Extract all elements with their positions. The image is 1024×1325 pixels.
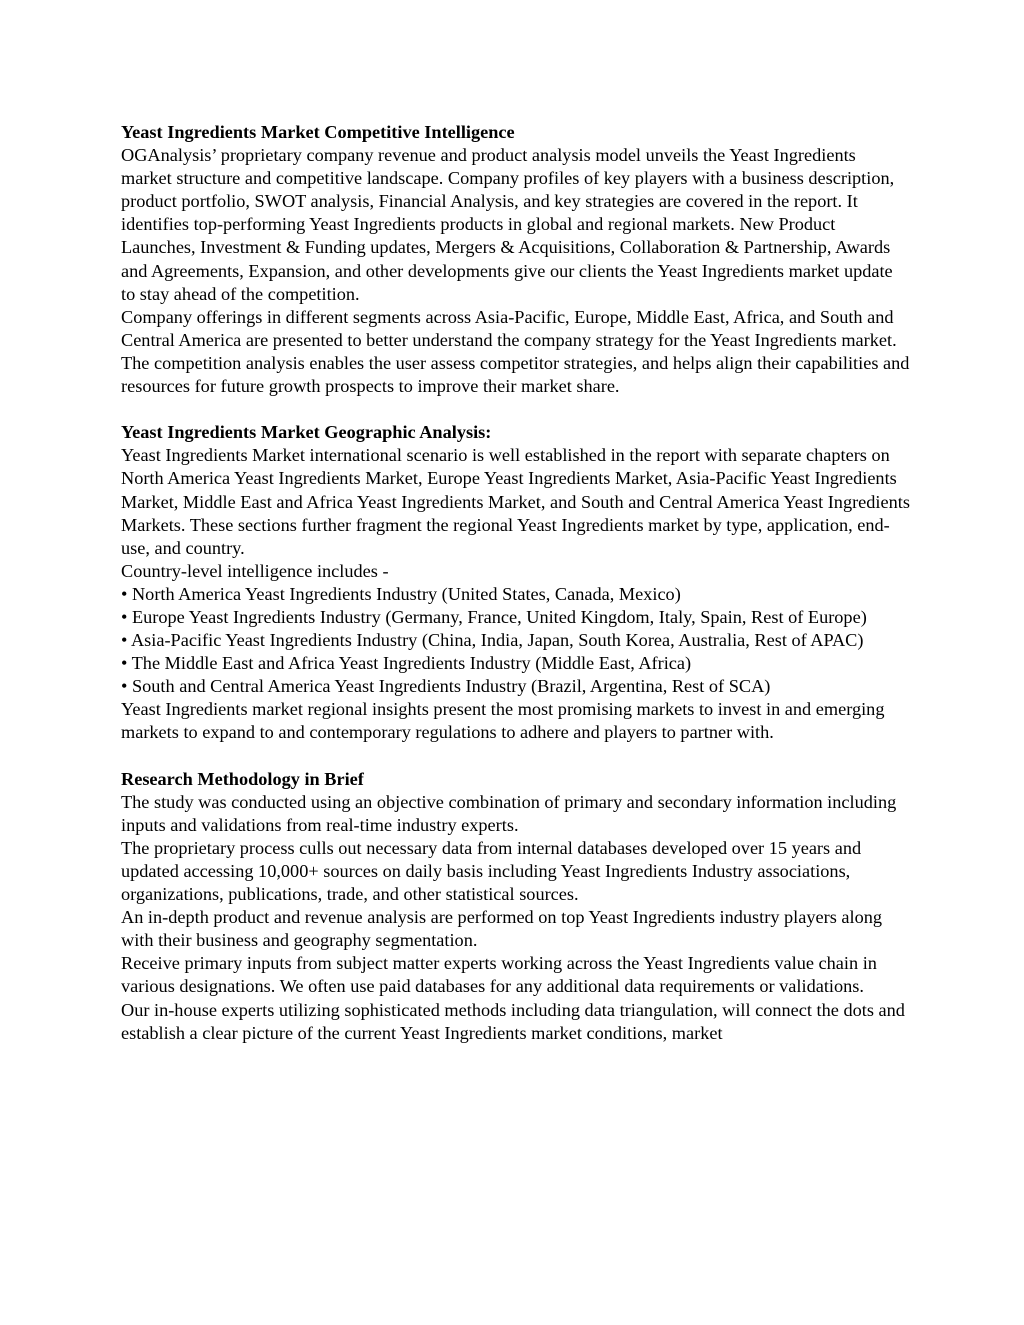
bullet-item: • Europe Yeast Ingredients Industry (Germany, France, United Kingdom, Italy, Spain, Rest of Europe) bbox=[121, 606, 867, 627]
section-spacer bbox=[121, 398, 911, 421]
document-page bbox=[121, 121, 911, 1045]
paragraph: Yeast Ingredients market regional insights present the most promising markets to invest in and emerging markets to expand to and contemporary regulations to adhere and players to partner with. bbox=[121, 699, 885, 743]
competitive-intelligence-section bbox=[121, 121, 911, 398]
geographic-analysis-section bbox=[121, 421, 911, 744]
paragraph: The study was conducted using an objective combination of primary and secondary information including inputs and validations from real-time industry experts. bbox=[121, 791, 897, 835]
section-heading: Yeast Ingredients Market Geographic Analysis: bbox=[121, 422, 492, 443]
paragraph: Yeast Ingredients Market international scenario is well established in the report with separate chapters on North America Yeast Ingredients Market, Europe Yeast Ingredients Market, Asia-Pacific Yeast Ingredients Market, Middle East and Africa Yeast Ingredients Market, and South and Central America Yeast Ingredients Markets. These sections further fragment the regional Yeast Ingredients market by type, application, end-use, and country. bbox=[121, 445, 910, 558]
bullet-item: • Asia-Pacific Yeast Ingredients Industry (China, India, Japan, South Korea, Australia, Rest of APAC) bbox=[121, 630, 864, 651]
paragraph: An in-depth product and revenue analysis are performed on top Yeast Ingredients industry players along with their business and geography segmentation. bbox=[121, 907, 883, 951]
section-spacer bbox=[121, 745, 911, 768]
bullet-item: • North America Yeast Ingredients Industry (United States, Canada, Mexico) bbox=[121, 583, 681, 604]
research-methodology-section bbox=[121, 768, 911, 1045]
paragraph: Country-level intelligence includes - bbox=[121, 560, 389, 581]
paragraph: Receive primary inputs from subject matter experts working across the Yeast Ingredients value chain in various designations. We often use paid databases for any additional data requirements or validations. bbox=[121, 953, 877, 997]
bullet-item: • The Middle East and Africa Yeast Ingredients Industry (Middle East, Africa) bbox=[121, 653, 692, 674]
section-heading: Yeast Ingredients Market Competitive Intelligence bbox=[121, 122, 515, 142]
paragraph: Company offerings in different segments across Asia-Pacific, Europe, Middle East, Africa, and South and Central America are presented to better understand the company strategy for the Yeast Ingredients market. The competition analysis enables the user assess competitor strategies, and helps align their capabilities and resources for future growth prospects to improve their market share. bbox=[121, 306, 910, 397]
paragraph: OGAnalysis’ proprietary company revenue and product analysis model unveils the Yeast Ingredients market structure and competitive landscape. Company profiles of key players with a business description, product portfolio, SWOT analysis, Financial Analysis, and key strategies are covered in the report. It identifies top-performing Yeast Ingredients products in global and regional markets. New Product Launches, Investment & Funding updates, Mergers & Acquisitions, Collaboration & Partnership, Awards and Agreements, Expansion, and other developments give our clients the Yeast Ingredients market update to stay ahead of the competition. bbox=[121, 145, 895, 304]
paragraph: Our in-house experts utilizing sophisticated methods including data triangulation, will connect the dots and establish a clear picture of the current Yeast Ingredients market conditions, market bbox=[121, 999, 905, 1043]
paragraph: The proprietary process culls out necessary data from internal databases developed over 15 years and updated accessing 10,000+ sources on daily basis including Yeast Ingredients Industry associations, organizations, publications, trade, and other statistical sources. bbox=[121, 837, 862, 905]
section-heading: Research Methodology in Brief bbox=[121, 768, 364, 789]
bullet-item: • South and Central America Yeast Ingredients Industry (Brazil, Argentina, Rest of SCA) bbox=[121, 676, 771, 697]
